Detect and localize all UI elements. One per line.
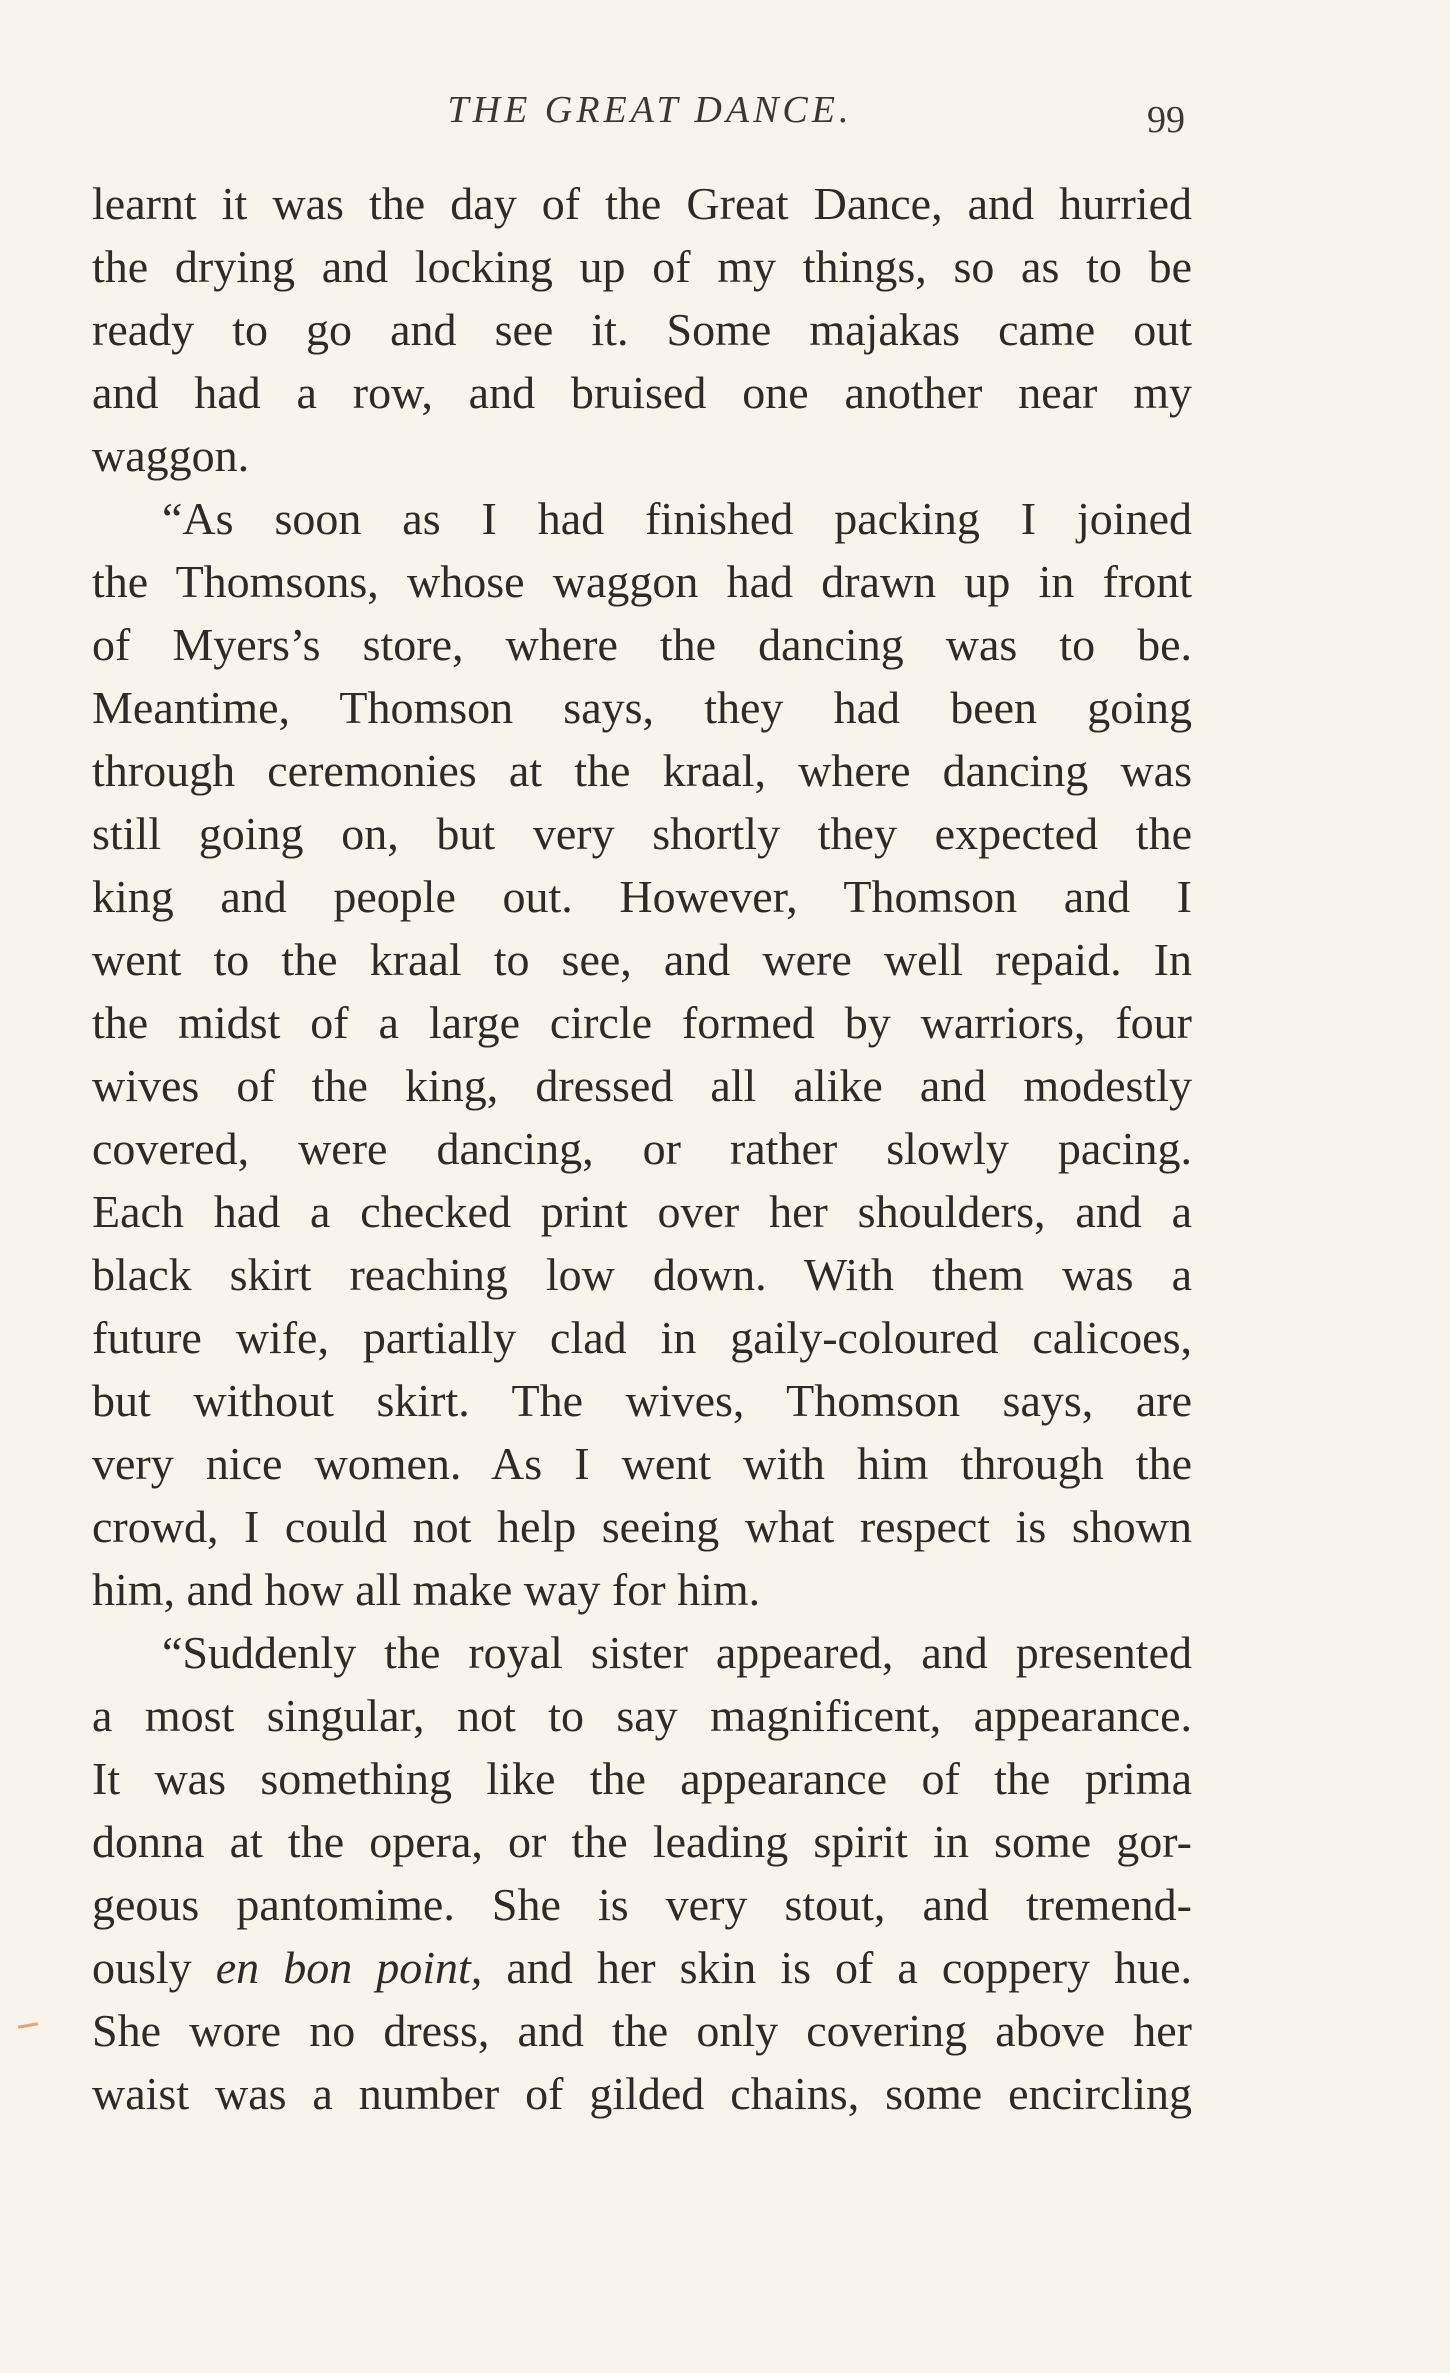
text-line-8: of Myers’s store, where the dancing was to be. bbox=[92, 619, 1192, 670]
margin-pencil-mark bbox=[18, 2022, 38, 2028]
text-line-24: “Suddenly the royal sister appeared, and presented bbox=[162, 1627, 1192, 1678]
italic-phrase: en bon point, bbox=[215, 1942, 483, 1993]
text-line-15: wives of the king, dressed all alike and modestly bbox=[92, 1060, 1192, 1111]
text-line-20: but without skirt. The wives, Thomson says, are bbox=[92, 1375, 1192, 1426]
text-line-26: It was something like the appearance of the prima bbox=[92, 1753, 1192, 1804]
text-line-9: Meantime, Thomson says, they had been going bbox=[92, 682, 1192, 733]
running-title: THE GREAT DANCE. bbox=[447, 89, 853, 131]
text-line-23: him, and how all make way for him. bbox=[92, 1564, 761, 1615]
text-line-3: ready to go and see it. Some majakas came out bbox=[92, 304, 1192, 355]
text-line-30: She wore no dress, and the only covering above her bbox=[92, 2005, 1192, 2056]
body-text bbox=[92, 172, 1192, 2125]
text-line-5: waggon. bbox=[92, 430, 250, 481]
text-line-10: through ceremonies at the kraal, where dancing was bbox=[92, 745, 1192, 796]
text-line-21: very nice women. As I went with him through the bbox=[92, 1438, 1192, 1489]
text-line-16: covered, were dancing, or rather slowly pacing. bbox=[92, 1123, 1192, 1174]
text-line-31: waist was a number of gilded chains, some encircling bbox=[92, 2068, 1192, 2119]
text-line-25: a most singular, not to say magnificent, appearance. bbox=[92, 1690, 1192, 1741]
text-line-4: and had a row, and bruised one another near my bbox=[92, 367, 1192, 418]
text-line-17: Each had a checked print over her shoulders, and a bbox=[92, 1186, 1192, 1237]
text-line-28: geous pantomime. She is very stout, and tremend- bbox=[92, 1879, 1192, 1930]
text-line-27: donna at the opera, or the leading spirit in some gor- bbox=[92, 1816, 1192, 1867]
text-line-11: still going on, but very shortly they expected the bbox=[92, 808, 1192, 859]
text-line-13: went to the kraal to see, and were well repaid. In bbox=[92, 934, 1192, 985]
text-line-14: the midst of a large circle formed by warriors, four bbox=[92, 997, 1192, 1048]
text-line-29-start: ously bbox=[92, 1942, 216, 1993]
text-line-6: “As soon as I had finished packing I joined bbox=[162, 493, 1192, 544]
text-line-18: black skirt reaching low down. With them was a bbox=[92, 1249, 1192, 1300]
text-line-22: crowd, I could not help seeing what respect is shown bbox=[92, 1501, 1192, 1552]
text-line-12: king and people out. However, Thomson and I bbox=[92, 871, 1192, 922]
text-line-29-end: and her skin is of a coppery hue. bbox=[506, 1942, 1192, 1993]
text-line-2: the drying and locking up of my things, so as to be bbox=[92, 241, 1192, 292]
text-line-7: the Thomsons, whose waggon had drawn up in front bbox=[92, 556, 1192, 607]
page-number: 99 bbox=[1147, 99, 1185, 141]
text-line-29 bbox=[92, 1936, 1192, 1999]
text-line-19: future wife, partially clad in gaily-coloured calicoes, bbox=[92, 1312, 1192, 1363]
text-line-1: learnt it was the day of the Great Dance, and hurried bbox=[92, 178, 1192, 229]
